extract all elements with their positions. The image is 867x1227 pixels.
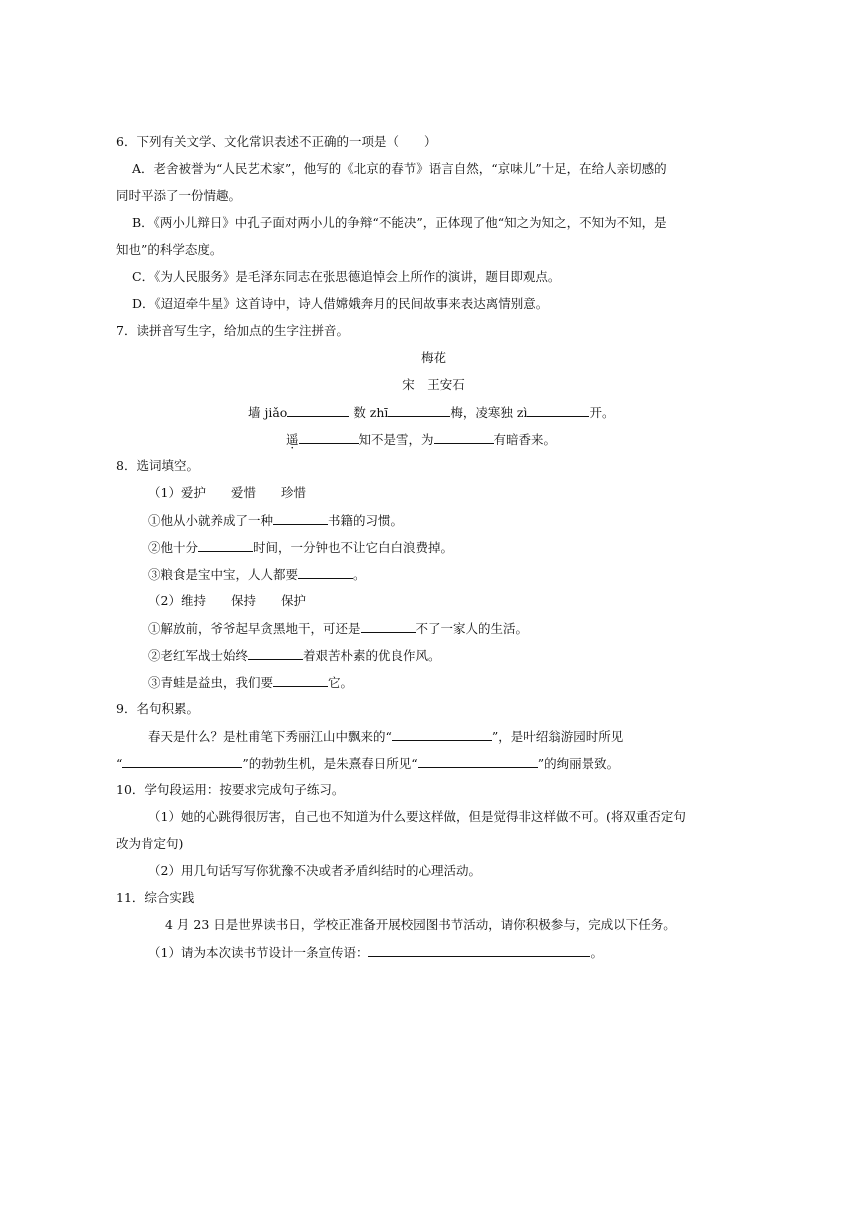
q8-item-2-1: ①解放前，爷爷起早贪黑地干，可还是 不了一家人的生活。 <box>148 621 529 636</box>
q11-intro: 4 月 23 日是世界读书日，学校正准备开展校园图书节活动，请你积极参与，完成以下任务。 <box>165 917 676 932</box>
answer-blank[interactable] <box>248 647 303 660</box>
answer-blank[interactable] <box>273 512 328 525</box>
q10-stem: 10．学句段运用：按要求完成句子练习。 <box>116 782 345 797</box>
answer-blank[interactable] <box>361 620 416 633</box>
pinyin-zi: 梅，凌寒独 zì <box>450 405 528 420</box>
q7-stem: 7．读拼音写生字，给加点的生字注拼音。 <box>116 323 349 338</box>
answer-blank[interactable] <box>388 404 450 417</box>
answer-blank[interactable] <box>418 755 538 768</box>
answer-blank[interactable] <box>287 404 349 417</box>
q6-stem: 6．下列有关文学、文化常识表述不正确的一项是（ ） <box>116 134 437 149</box>
q6-option-d: D．《迢迢牵牛星》这首诗中，诗人借嫦娥奔月的民间故事来表达离情别意。 <box>132 296 549 311</box>
q8-item-2-2: ②老红军战士始终 着艰苦朴素的优良作风。 <box>148 648 441 663</box>
dotted-character: 遥 <box>286 432 299 447</box>
answer-blank[interactable] <box>392 728 492 741</box>
poem-line-2: 遥 知不是雪，为 有暗香来。 <box>286 432 557 447</box>
pinyin-jiao: 墙 jiǎo <box>248 405 288 420</box>
q6-option-b-line2: 知也”的科学态度。 <box>116 242 223 257</box>
q8-item-1-2: ②他十分 时间，一分钟也不让它白白浪费掉。 <box>148 540 454 555</box>
answer-blank[interactable] <box>527 404 589 417</box>
q6-option-a-line1: A．老舍被誉为“人民艺术家”，他写的《北京的春节》语言自然，“京味儿”十足，在给人亲切感的 <box>132 161 667 176</box>
answer-blank[interactable] <box>298 566 353 579</box>
q8-item-1-1: ①他从小就养成了一种 书籍的习惯。 <box>148 513 404 528</box>
answer-blank[interactable] <box>198 539 253 552</box>
pinyin-zhi: 数 zhī <box>353 405 389 420</box>
answer-blank[interactable] <box>122 755 242 768</box>
q10-part-2: （2）用几句话写写你犹豫不决或者矛盾纠结时的心理活动。 <box>148 863 481 878</box>
q9-line-2: “ ”的勃勃生机，是朱熹春日所见“ ”的绚丽景致。 <box>116 756 620 771</box>
q6-option-c: C．《为人民服务》是毛泽东同志在张思德追悼会上所作的演讲，题目即观点。 <box>132 269 561 284</box>
q10-part-1-line1: （1）她的心跳得很厉害，自己也不知道为什么要这样做，但是觉得非这样做不可。(将双重否定句 <box>148 809 686 824</box>
q6-option-a-line2: 同时平添了一份情趣。 <box>116 188 242 203</box>
q8-item-2-3: ③青蛙是益虫，我们要 它。 <box>148 675 354 690</box>
poem-author: 宋 王安石 <box>402 377 465 392</box>
q8-item-1-3: ③粮食是宝中宝，人人都要 。 <box>148 567 366 582</box>
q8-word-group-1: （1）爱护 爱惜 珍惜 <box>148 485 306 500</box>
q11-stem: 11．综合实践 <box>116 890 195 905</box>
q8-word-group-2: （2）维持 保持 保护 <box>148 593 306 608</box>
answer-blank[interactable] <box>299 431 359 444</box>
q11-part-1: （1）请为本次读书节设计一条宣传语： 。 <box>148 945 603 960</box>
q10-part-1-line2: 改为肯定句) <box>116 836 184 851</box>
poem-line-1: 墙 jiǎo 数 zhī 梅，凌寒独 zì 开。 <box>248 405 615 420</box>
answer-blank[interactable] <box>273 674 328 687</box>
slogan-blank[interactable] <box>368 944 590 957</box>
poem-title: 梅花 <box>420 350 446 365</box>
q9-line-1: 春天是什么？是杜甫笔下秀丽江山中飘来的“ ”，是叶绍翁游园时所见 <box>148 729 624 744</box>
q6-option-b-line1: B．《两小儿辩日》中孔子面对两小儿的争辩“不能决”，正体现了他“知之为知之，不知为不知，是 <box>132 215 667 230</box>
answer-blank[interactable] <box>434 431 494 444</box>
q9-stem: 9．名句积累。 <box>116 701 199 716</box>
q8-stem: 8．选词填空。 <box>116 458 199 473</box>
